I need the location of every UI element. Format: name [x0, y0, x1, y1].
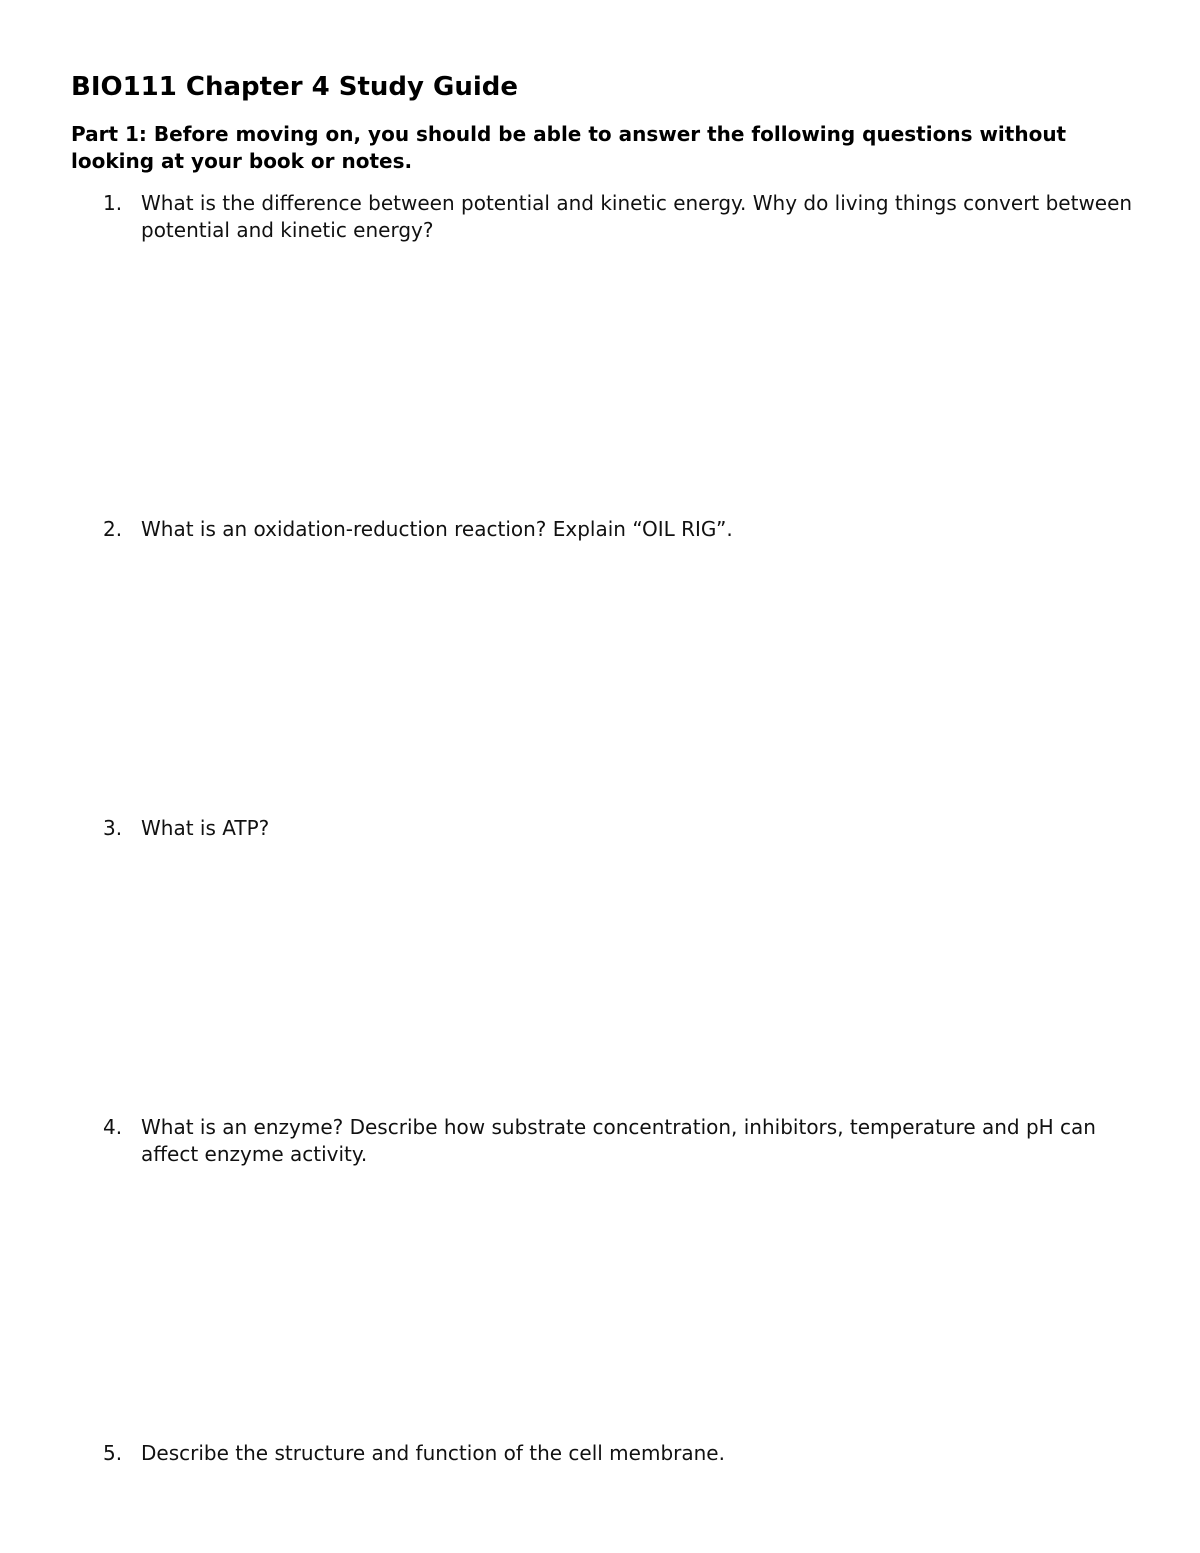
question-number: 5.: [103, 1441, 123, 1465]
question-number: 1.: [103, 191, 123, 215]
question-item-1: [103, 190, 1143, 244]
question-number: 3.: [103, 816, 123, 840]
part-1-heading: Part 1: Before moving on, you should be able to answer the following questions without looking at your book or notes.: [71, 122, 1067, 173]
question-text: What is ATP?: [141, 816, 270, 840]
question-text: What is an oxidation-reduction reaction? Explain “OIL RIG”.: [141, 517, 733, 541]
question-number: 2.: [103, 517, 123, 541]
question-item-5: [103, 1440, 1143, 1467]
question-text: What is the difference between potential and kinetic energy. Why do living things convert between potential and kinetic energy?: [141, 191, 1133, 242]
question-number: 4.: [103, 1115, 123, 1139]
question-item-3: [103, 815, 1143, 842]
question-item-4: [103, 1114, 1143, 1168]
question-item-2: [103, 516, 1143, 543]
question-text: What is an enzyme? Describe how substrate concentration, inhibitors, temperature and pH can affect enzyme activity.: [141, 1115, 1096, 1166]
document-title: BIO111 Chapter 4 Study Guide: [71, 72, 519, 102]
question-text: Describe the structure and function of the cell membrane.: [141, 1441, 725, 1465]
